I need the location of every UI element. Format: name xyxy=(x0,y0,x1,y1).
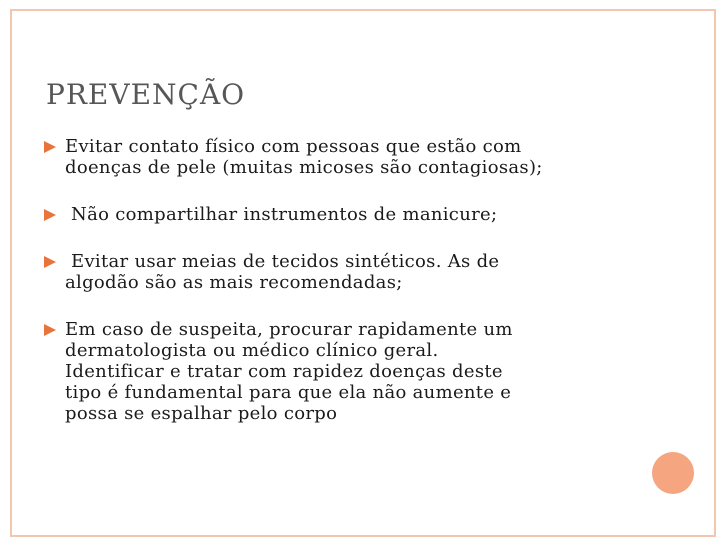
bullet-text-line: algodão são as mais recomendadas; xyxy=(65,272,403,293)
bullet-arrow-icon xyxy=(44,324,56,336)
decorative-circle xyxy=(652,452,694,494)
bullet-list xyxy=(44,136,644,424)
bullet-item xyxy=(44,204,644,225)
bullet-arrow-icon xyxy=(44,256,56,268)
bullet-text-line: doenças de pele (muitas micoses são contagiosas); xyxy=(65,157,543,178)
bullet-text-line: tipo é fundamental para que ela não aumente e xyxy=(65,382,512,403)
bullet-text-line: Não compartilhar instrumentos de manicure; xyxy=(65,204,498,225)
slide-title: PREVENÇÃO xyxy=(46,78,246,111)
bullet-arrow-icon xyxy=(44,209,56,221)
bullet-item xyxy=(44,319,644,424)
bullet-text-line: Identificar e tratar com rapidez doenças deste xyxy=(65,361,503,382)
bullet-text-line: Evitar contato físico com pessoas que estão com xyxy=(65,136,522,157)
bullet-text-line: dermatologista ou médico clínico geral. xyxy=(65,340,439,361)
bullet-text-line: Em caso de suspeita, procurar rapidamente um xyxy=(65,319,513,340)
bullet-item xyxy=(44,136,644,178)
bullet-text-line: Evitar usar meias de tecidos sintéticos. As de xyxy=(65,251,500,272)
bullet-text-line: possa se espalhar pelo corpo xyxy=(65,403,338,424)
bullet-arrow-icon xyxy=(44,141,56,153)
bullet-item xyxy=(44,251,644,293)
